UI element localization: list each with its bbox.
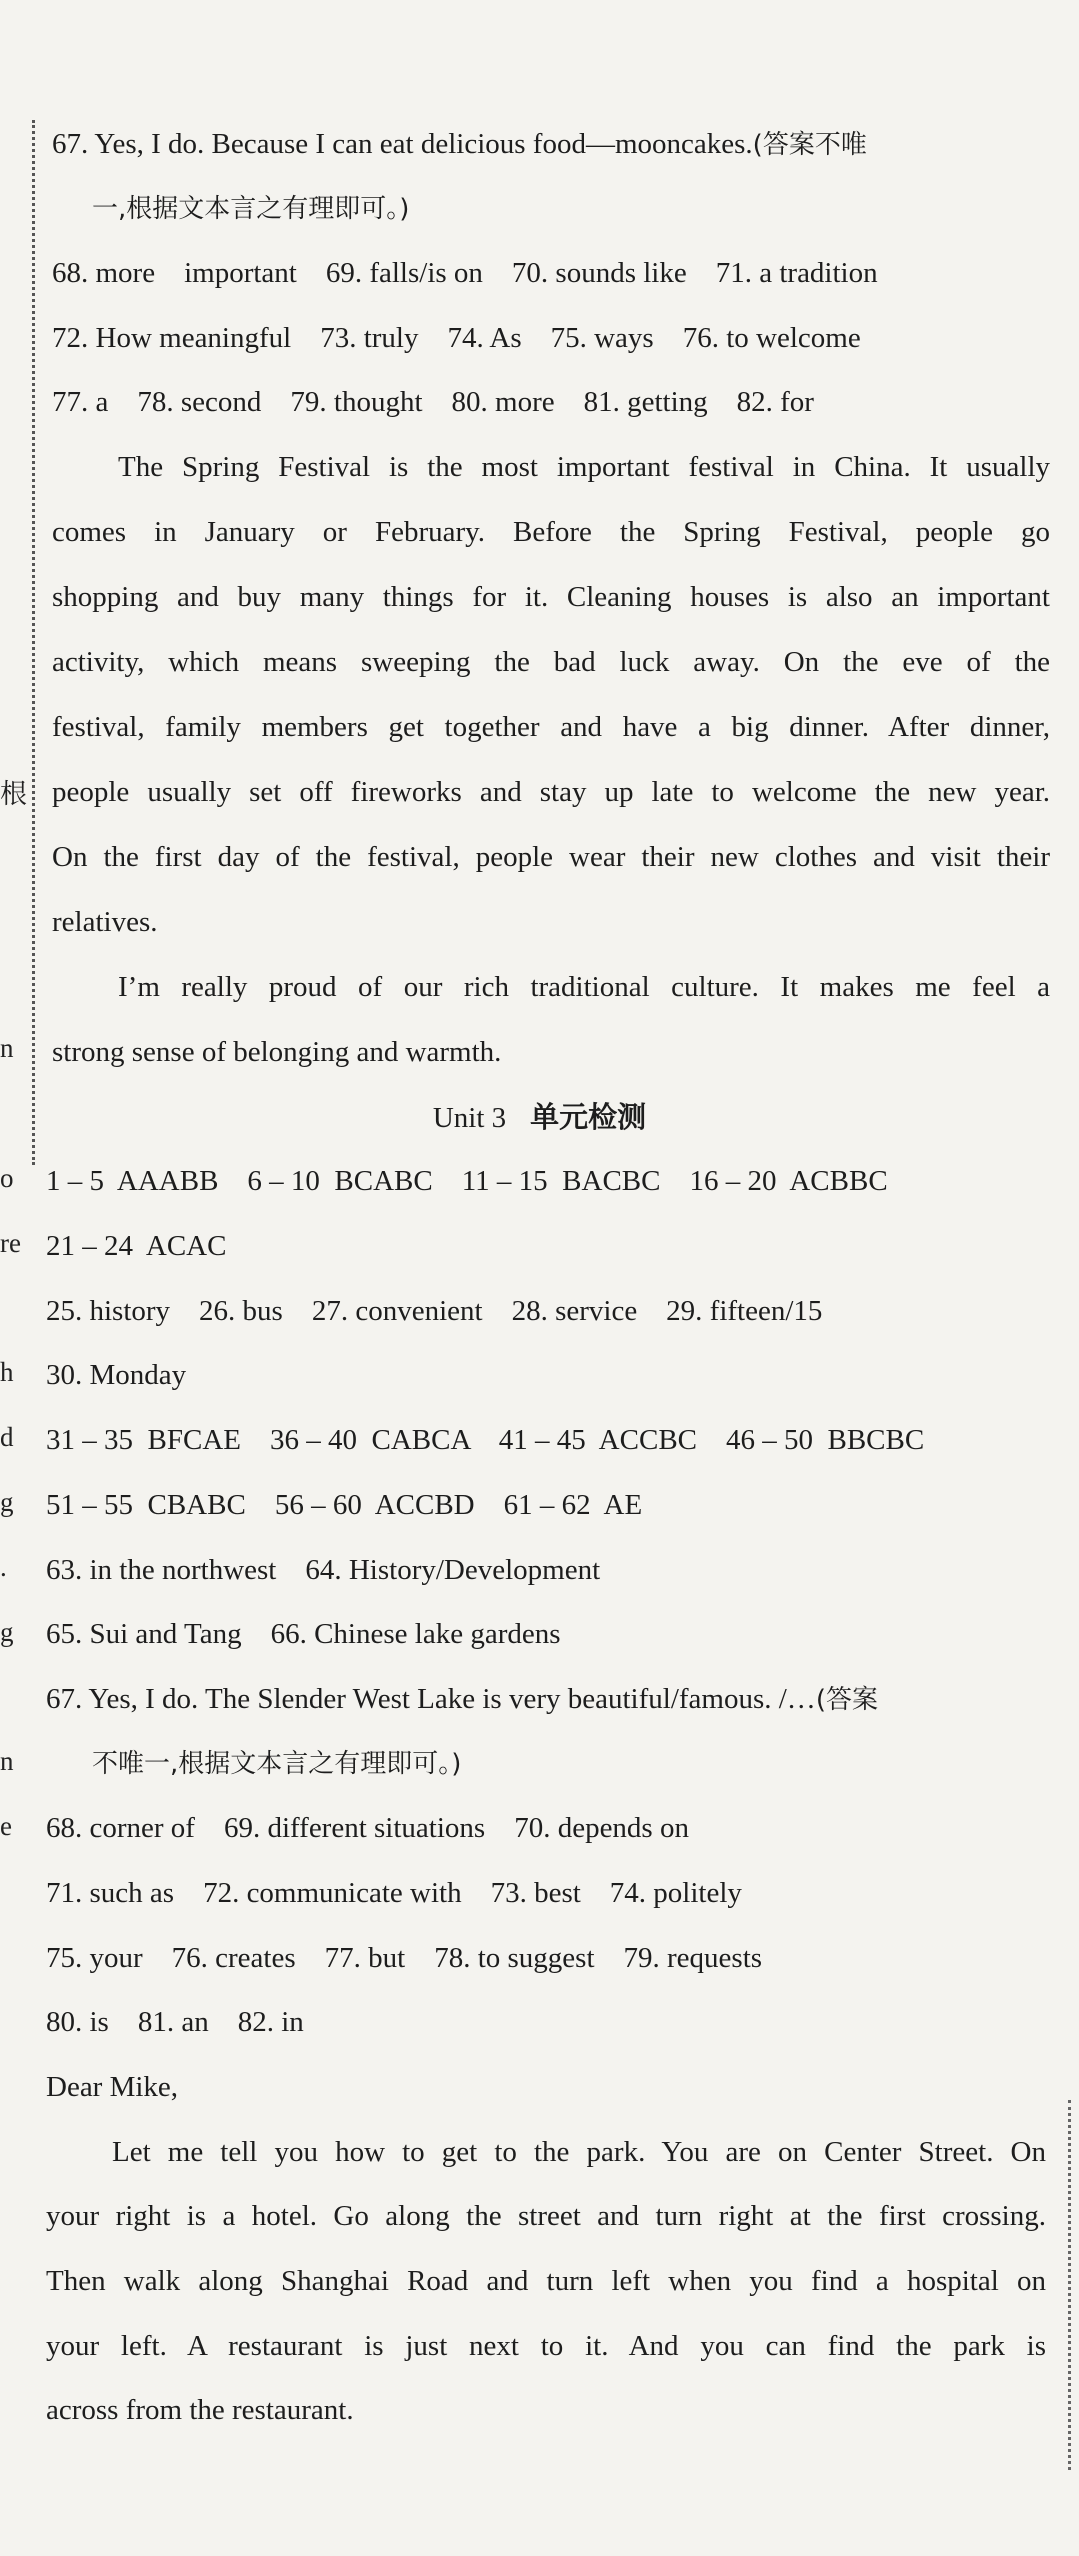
edge-fragment: . bbox=[0, 1552, 7, 1582]
left-dotted-rule bbox=[32, 120, 35, 1165]
answers-77-82: 77. a 78. second 79. thought 80. more 81. getting 82. for bbox=[52, 386, 814, 418]
answers-21-24: 21 – 24 ACAC bbox=[46, 1230, 227, 1262]
answers-68-70: 68. corner of 69. different situations 70. depends on bbox=[46, 1812, 689, 1844]
essay-line: strong sense of belonging and warmth. bbox=[52, 1036, 502, 1068]
essay-line: On the first day of the festival, people wear their new clothes and visit their bbox=[52, 841, 1050, 873]
answer-67-text: 67. Yes, I do. Because I can eat delicious food—mooncakes. bbox=[52, 128, 753, 160]
answer-67-note-cont: 一,根据文本言之有理即可。) bbox=[92, 194, 410, 224]
edge-fragment: o bbox=[0, 1163, 14, 1193]
unit-3-subtitle: 单元检测 bbox=[530, 1100, 647, 1134]
letter-line: Let me tell you how to get to the park. You are on Center Street. On bbox=[112, 2136, 1046, 2168]
essay-line: relatives. bbox=[52, 906, 158, 938]
letter-salutation: Dear Mike, bbox=[46, 2071, 179, 2103]
answer-67-unit3 bbox=[46, 1679, 878, 1720]
edge-fragment: d bbox=[0, 1422, 14, 1452]
edge-fragment: h bbox=[0, 1357, 14, 1387]
answers-31-50: 31 – 35 BFCAE 36 – 40 CABCA 41 – 45 ACCBC 46 – 50 BBCBC bbox=[46, 1424, 925, 1456]
edge-fragment: re bbox=[0, 1228, 21, 1258]
unit-3-title: Unit 3 bbox=[432, 1102, 507, 1134]
answers-1-20: 1 – 5 AAABB 6 – 10 BCABC 11 – 15 BACBC 16 – 20 ACBBC bbox=[46, 1165, 888, 1197]
answer-30: 30. Monday bbox=[46, 1359, 187, 1391]
right-dotted-rule bbox=[1068, 2100, 1071, 2470]
answers-63-64: 63. in the northwest 64. History/Development bbox=[46, 1554, 601, 1586]
edge-fragment: g bbox=[0, 1617, 14, 1647]
edge-fragment: 根 bbox=[0, 779, 27, 809]
essay-line: The Spring Festival is the most important festival in China. It usually bbox=[118, 451, 1050, 483]
essay-line: shopping and buy many things for it. Cleaning houses is also an important bbox=[52, 581, 1050, 613]
answers-68-71: 68. more important 69. falls/is on 70. sounds like 71. a tradition bbox=[52, 257, 878, 289]
answers-25-29: 25. history 26. bus 27. convenient 28. service 29. fifteen/15 bbox=[46, 1295, 823, 1327]
answer-67-unit3-note-cont: 不唯一,根据文本言之有理即可。) bbox=[92, 1749, 462, 1779]
essay-line: activity, which means sweeping the bad luck away. On the eve of the bbox=[52, 646, 1050, 678]
answer-67-note: (答案不唯 bbox=[752, 130, 867, 160]
edge-fragment: n bbox=[0, 1746, 14, 1776]
essay-line: people usually set off fireworks and stay up late to welcome the new year. bbox=[52, 776, 1050, 808]
edge-fragment: e bbox=[0, 1811, 12, 1841]
answers-72-76: 72. How meaningful 73. truly 74. As 75. ways 76. to welcome bbox=[52, 322, 861, 354]
letter-line: your left. A restaurant is just next to it. And you can find the park is bbox=[46, 2330, 1046, 2362]
answer-67-unit3-note: (答案 bbox=[815, 1685, 878, 1715]
letter-line: Then walk along Shanghai Road and turn left when you find a hospital on bbox=[46, 2265, 1046, 2297]
answers-80-82: 80. is 81. an 82. in bbox=[46, 2006, 304, 2038]
unit-3-heading bbox=[0, 1097, 1079, 1138]
answers-71-74: 71. such as 72. communicate with 73. best 74. politely bbox=[46, 1877, 742, 1909]
essay-line: I’m really proud of our rich traditional culture. It makes me feel a bbox=[118, 971, 1050, 1003]
essay-line: comes in January or February. Before the Spring Festival, people go bbox=[52, 516, 1050, 548]
answers-75-79: 75. your 76. creates 77. but 78. to suggest 79. requests bbox=[46, 1942, 763, 1974]
answer-67-unit3-text: 67. Yes, I do. The Slender West Lake is very beautiful/famous. /… bbox=[46, 1683, 816, 1715]
edge-fragment: g bbox=[0, 1487, 14, 1517]
edge-fragment: n bbox=[0, 1033, 14, 1063]
essay-line: festival, family members get together and have a big dinner. After dinner, bbox=[52, 711, 1050, 743]
answers-51-62: 51 – 55 CBABC 56 – 60 ACCBD 61 – 62 AE bbox=[46, 1489, 643, 1521]
letter-line: your right is a hotel. Go along the street and turn right at the first crossing. bbox=[46, 2200, 1046, 2232]
letter-line: across from the restaurant. bbox=[46, 2394, 354, 2426]
answer-67 bbox=[52, 124, 867, 165]
answers-65-66: 65. Sui and Tang 66. Chinese lake gardens bbox=[46, 1618, 561, 1650]
